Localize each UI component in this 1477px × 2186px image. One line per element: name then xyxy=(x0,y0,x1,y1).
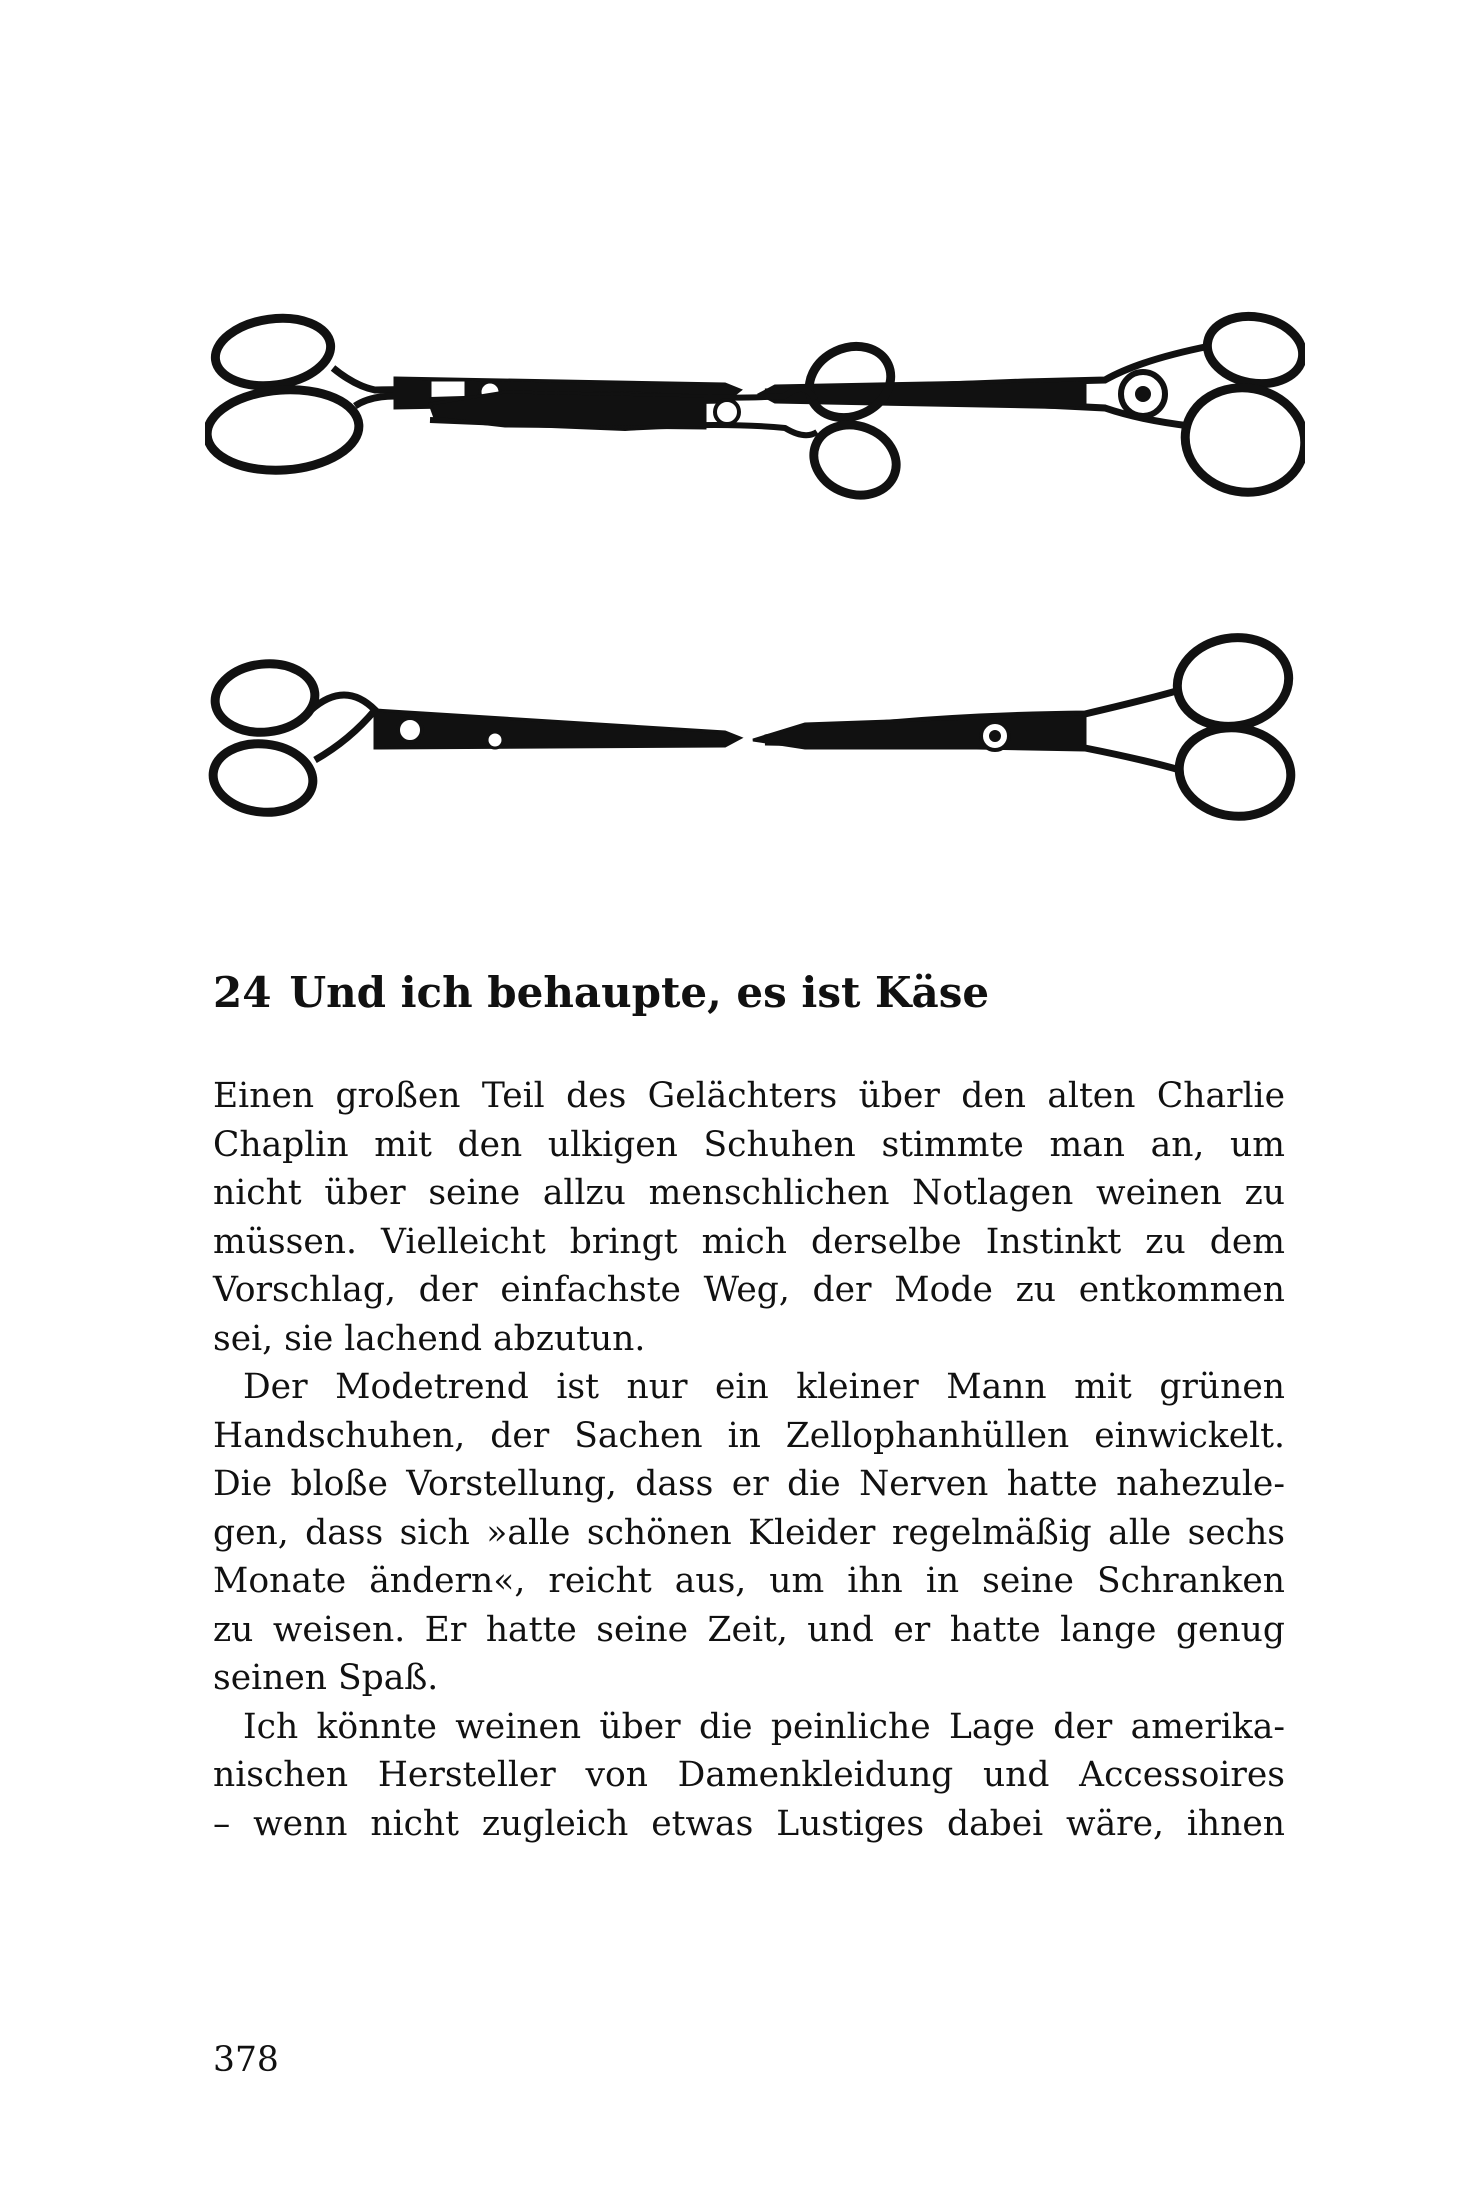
text-line: nischen Hersteller von Damenkleidung und Accessoires xyxy=(213,1755,1285,1795)
text-line: Der Modetrend ist nur ein kleiner Mann mit grünen xyxy=(243,1367,1285,1407)
text-line: – wenn nicht zugleich etwas Lustiges dabei wäre, ihnen xyxy=(213,1803,1285,1844)
text-line: seinen Spaß. xyxy=(213,1658,439,1698)
text-line: sei, sie lachend abzutun. xyxy=(213,1318,646,1359)
scissors-icon xyxy=(210,659,740,817)
body-text xyxy=(213,1072,1285,1848)
chapter-heading xyxy=(213,968,989,1018)
text-line: Ich könnte weinen über die peinliche Lage der amerika- xyxy=(243,1706,1285,1747)
scissors-icon xyxy=(753,629,1297,823)
text-line: Einen großen Teil des Gelächters über den alten Charlie xyxy=(213,1076,1285,1116)
scissors-illustration xyxy=(205,300,1305,860)
text-line: zu weisen. Er hatte seine Zeit, und er hatte lange genug xyxy=(213,1609,1285,1650)
page-number: 378 xyxy=(213,2040,279,2080)
text-line: Chaplin mit den ulkigen Schuhen stimmte man an, um xyxy=(213,1124,1285,1165)
text-line: Handschuhen, der Sachen in Zellophanhüllen einwickelt. xyxy=(213,1415,1285,1456)
text-line: Monate ändern«, reicht aus, um ihn in seine Schranken xyxy=(213,1561,1285,1601)
text-line: nicht über seine allzu menschlichen Notlagen weinen zu xyxy=(213,1173,1285,1213)
text-line: Die bloße Vorstellung, dass er die Nerven hatte nahezule- xyxy=(213,1464,1285,1504)
chapter-title: Und ich behaupte, es ist Käse xyxy=(289,968,990,1017)
scissors-icon xyxy=(760,309,1305,501)
chapter-number: 24 xyxy=(213,968,272,1017)
scissors-icon xyxy=(430,333,906,506)
text-line: gen, dass sich »alle schönen Kleider regelmäßig alle sechs xyxy=(213,1512,1285,1553)
text-line: müssen. Vielleicht bringt mich derselbe Instinkt zu dem xyxy=(213,1221,1285,1262)
text-line: Vorschlag, der einfachste Weg, der Mode zu entkommen xyxy=(213,1270,1285,1310)
